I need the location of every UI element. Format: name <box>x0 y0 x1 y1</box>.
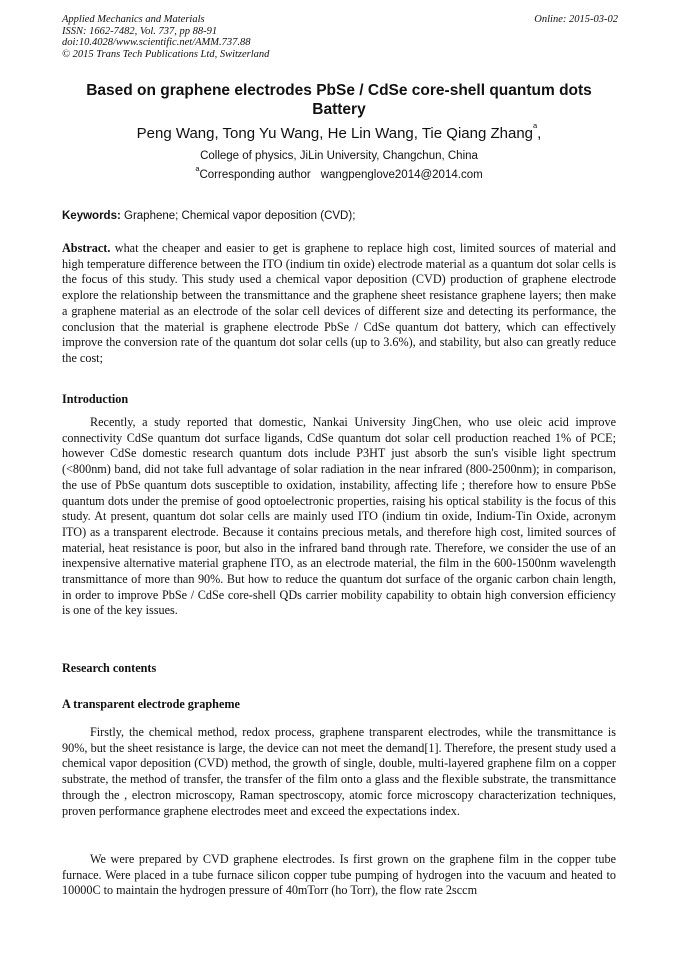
research-contents-heading: Research contents <box>62 661 157 675</box>
electrode-paragraph-2: We were prepared by CVD graphene electrodes. Is first grown on the graphene film in the copper tube furnace. Were placed in a tube furnace silicon copper tube pumping of hydrogen into the vacuum and heated to 10000C to maintain the hydrogen pressure of 40mTorr (ho Torr), the flow rate 2sccm <box>62 852 616 898</box>
journal-header <box>62 14 618 60</box>
paper-title: Based on graphene electrodes PbSe / CdSe core-shell quantum dots Battery <box>86 82 592 118</box>
affiliation: College of physics, JiLin University, Changchun, China <box>200 150 478 162</box>
keywords-label: Keywords: <box>62 210 121 222</box>
author-names: Peng Wang, Tong Yu Wang, He Lin Wang, Tie Qiang Zhang <box>136 125 533 142</box>
online-date: Online: 2015-03-02 <box>534 14 618 25</box>
author-superscript: a <box>533 121 538 130</box>
corresponding-author <box>62 164 616 183</box>
keywords-text: Graphene; Chemical vapor deposition (CVD); <box>124 210 356 222</box>
journal-name: Applied Mechanics and Materials <box>62 14 205 25</box>
corresponding-label: Corresponding author <box>199 169 311 181</box>
introduction-heading: Introduction <box>62 392 129 406</box>
abstract <box>62 241 616 367</box>
corresponding-superscript: a <box>195 164 200 173</box>
corresponding-email[interactable]: wangpenglove2014@2014.com <box>320 169 483 181</box>
doi-line: doi:10.4028/www.scientific.net/AMM.737.88 <box>62 37 251 49</box>
introduction-paragraph: Recently, a study reported that domestic, Nankai University JingChen, who use oleic acid improve connectivity CdSe quantum dot surface ligands, CdSe quantum dot solar cell production reached 1% of PCE; however CdSe domestic research quantum dots include P3HT just absorb the sun's visible light spectrum (<800nm) band, did not take full advantage of solar radiation in the near infrared (800-2500nm); in comparison, the use of PbSe quantum dots susceptible to oxidation, instability, affecting life ; therefore how to ensure PbSe quantum dots under the premise of good optoelectronic properties, raising his optical stability is the focus of this study. At present, quantum dot solar cells are mainly used ITO (indium tin oxide, Indium-Tin Oxide, acronym ITO) as a transparent electrode. Because it contains precious metals, and therefore high cost, limited sources of material, heat resistance is poor, but also in the infrared band through rate. Therefore, we consider the use of an inexpensive alternative material graphene ITO, as an electrode material, the film in the 600-1500nm wavelength transmittance of more than 90%. But how to reduce the quantum dot surface of the organic carbon chain length, in order to improve PbSe / CdSe core-shell QDs carrier mobility capability to obtain high conversion efficiency is one of the key issues. <box>62 415 616 618</box>
electrode-paragraph-1: Firstly, the chemical method, redox process, graphene transparent electrodes, while the transmittance is 90%, but the sheet resistance is large, the device can not meet the demand[1]. Therefore, the present study used a chemical vapor deposition (CVD) method, the growth of single, double, multi-layered graphene film on a copper substrate, the method of transfer, the transfer of the film onto a glass and the flexible substrate, the transmittance through the , electron microscopy, Raman spectroscopy, atomic force microscopy characterization techniques, proven performance graphene electrodes meet and exceed the expectations index. <box>62 725 616 818</box>
author-list <box>62 121 616 143</box>
electrode-heading: A transparent electrode grapheme <box>62 697 240 711</box>
issn-line: ISSN: 1662-7482, Vol. 737, pp 88-91 <box>62 25 218 37</box>
abstract-label: Abstract. <box>62 241 111 255</box>
copyright-line: © 2015 Trans Tech Publications Ltd, Switzerland <box>62 48 270 60</box>
author-trail: , <box>537 125 542 142</box>
keywords <box>62 209 616 224</box>
abstract-text: what the cheaper and easier to get is graphene to replace high cost, limited sources of material and high temperature difference between the ITO (indium tin oxide) electrode material as a quantum dot solar cells is the focus of this study. This study used a chemical vapor deposition (CVD) production of graphene electrode explore the relationship between the transmittance and the graphene sheet resistance graphene layers; then make a graphene material as an electrode of the solar cell devices of different size and detecting its performance, the conclusion that the material is graphene electrode PbSe / CdSe quantum dot battery, which can effectively improve the conversion rate of the quantum dot solar cells (up to 3.6%), and stability, but also can greatly reduce the cost; <box>62 241 617 365</box>
